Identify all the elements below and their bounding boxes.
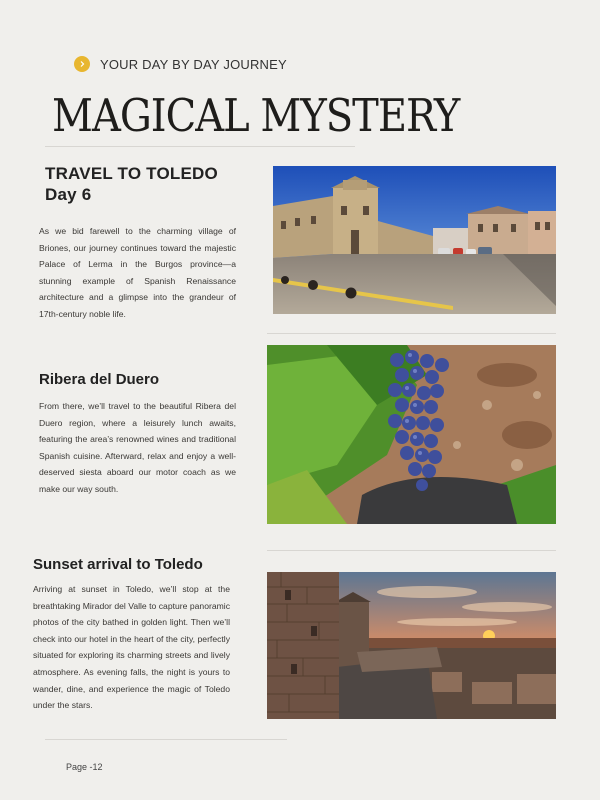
- ribera-heading: Ribera del Duero: [39, 371, 160, 388]
- page-title: MAGICAL MYSTERY: [52, 90, 460, 143]
- day-heading: [45, 163, 218, 205]
- section-divider: [267, 333, 556, 334]
- day-heading-line1: TRAVEL TO TOLEDO: [45, 164, 218, 183]
- footer-divider: [45, 739, 287, 740]
- day-paragraph: As we bid farewell to the charming village of Briones, our journey continues toward the majestic Palace of Lerma in the Burgos province—a stunning example of Spanish Renaissance architecture and a glimpse into the grandeur of 17th-century noble life.: [39, 226, 236, 319]
- page-number: Page -12: [66, 762, 103, 772]
- sunset-heading: Sunset arrival to Toledo: [33, 556, 203, 573]
- chevron-right-icon: [74, 56, 90, 72]
- ribera-paragraph: From there, we’ll travel to the beautiful Ribera del Duero region, where a leisurely lunch awaits, featuring the area’s renowned wines and traditional Spanish cuisine. Afterward, relax and enjoy a well-deserved siesta aboard our motor coach as we make our way south.: [39, 401, 236, 494]
- section-tag: YOUR DAY BY DAY JOURNEY: [100, 57, 287, 72]
- section-divider: [267, 550, 556, 551]
- palace-photo: [273, 166, 556, 314]
- sunset-paragraph: Arriving at sunset in Toledo, we’ll stop at the breathtaking Mirador del Valle to capture panoramic photos of the city bathed in golden light. Then we’ll check into our hotel in the heart of the city, perfectly situated for exploring its charming streets and lively atmosphere. As evening falls, the night is yours to wander, dine, and experience the magic of Toledo under the stars.: [33, 584, 230, 711]
- vineyard-photo: [267, 345, 556, 524]
- sunset-photo: [267, 572, 556, 719]
- day-heading-line2: Day 6: [45, 185, 92, 204]
- title-divider: [45, 146, 355, 147]
